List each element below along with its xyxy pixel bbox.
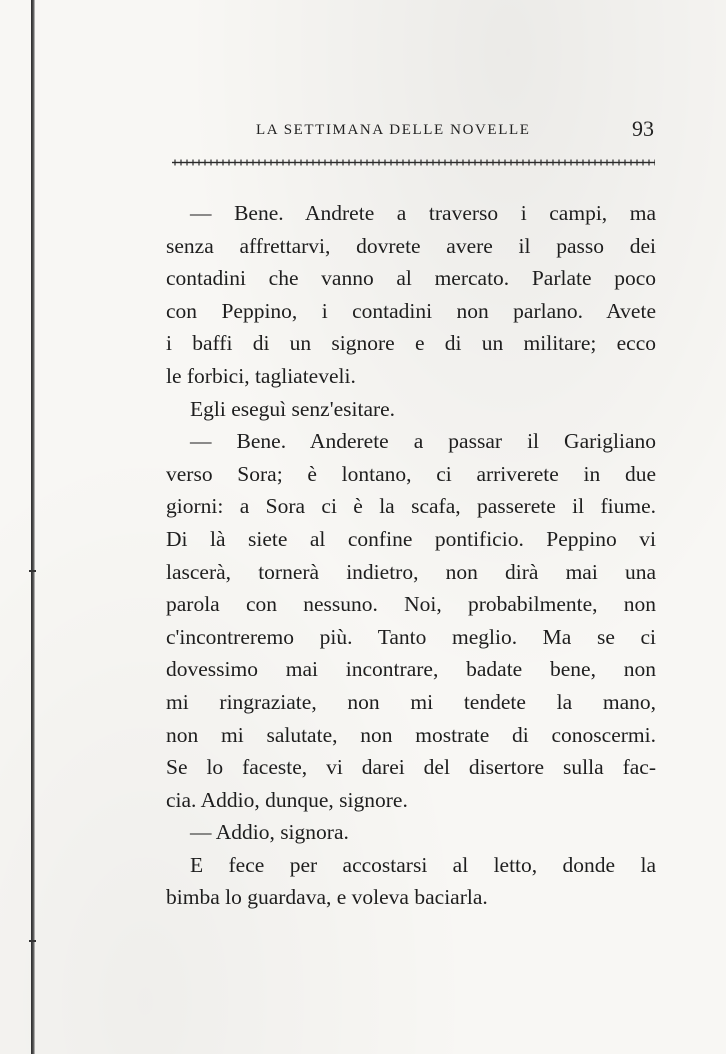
text-line: con Peppino, i contadini non parlano. Avete	[166, 298, 656, 323]
text-line: Di là siete al confine pontificio. Peppino vi	[166, 526, 656, 551]
text-line: — Bene. Anderete a passar il Garigliano	[190, 429, 656, 454]
text-line: parola con nessuno. Noi, probabilmente, non	[166, 592, 656, 617]
text-line: giorni: a Sora ci è la scafa, passerete il fiume.	[166, 494, 656, 519]
text-line: — Bene. Andrete a traverso i campi, ma	[190, 201, 656, 225]
running-title: LA SETTIMANA DELLE NOVELLE	[256, 122, 531, 138]
cross-dotted-rule-ornament	[172, 158, 655, 167]
text-line: mi ringraziate, non mi tendete la mano,	[166, 689, 656, 714]
text-line: c'incontreremo più. Tanto meglio. Ma se ci	[166, 624, 656, 649]
page-body-text	[166, 197, 656, 914]
text-line: dovessimo mai incontrare, badate bene, non	[166, 657, 656, 682]
text-line: Egli eseguì senz'esitare.	[190, 396, 396, 421]
binding-mark-top	[29, 570, 36, 572]
text-line: i baffi di un signore e di un militare; ecco	[166, 331, 656, 356]
text-line: E fece per accostarsi al letto, donde la	[190, 852, 656, 877]
running-header	[172, 116, 654, 146]
text-line: bimba lo guardava, e voleva baciarla.	[166, 885, 488, 910]
text-line: Se lo faceste, vi darei del disertore sulla fac-	[166, 755, 656, 780]
text-line: non mi salutate, non mostrate di conoscermi.	[166, 722, 656, 747]
text-line: lascerà, tornerà indietro, non dirà mai una	[166, 559, 656, 584]
text-line: cia. Addio, dunque, signore.	[166, 787, 408, 812]
text-line: senza affrettarvi, dovrete avere il passo dei	[166, 233, 656, 258]
binding-mark-bottom	[29, 940, 36, 942]
text-line: le forbici, tagliateveli.	[166, 363, 356, 388]
text-line: — Addio, signora.	[190, 820, 349, 845]
page-number: 93	[632, 116, 654, 141]
page-binding-edge	[31, 0, 35, 1054]
text-line: verso Sora; è lontano, ci arriverete in due	[166, 461, 656, 486]
text-line: contadini che vanno al mercato. Parlate poco	[166, 266, 656, 291]
